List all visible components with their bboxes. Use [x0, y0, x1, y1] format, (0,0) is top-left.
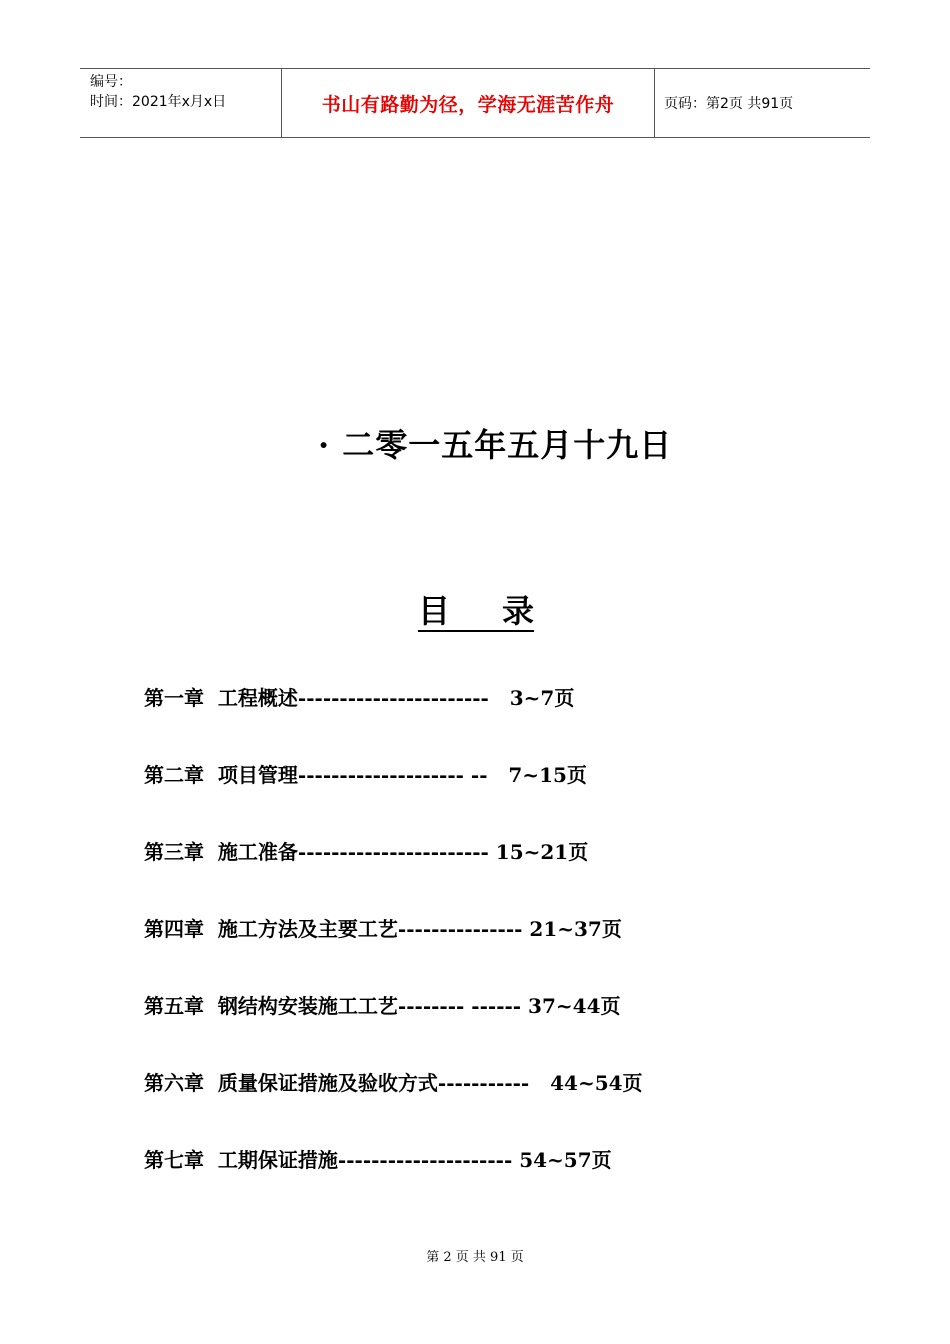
toc-item-chapter-2[interactable]: 第二章 项目管理-------------------- -- 7~15页 — [144, 763, 587, 787]
toc-item-chapter-3[interactable]: 第三章 施工准备----------------------- 15~21页 — [144, 840, 589, 864]
header-motto-cell — [281, 69, 655, 137]
document-date: · 二零一五年五月十九日 — [318, 426, 673, 464]
header-page-cell — [654, 69, 870, 137]
document-number-label: 编号： — [90, 74, 132, 90]
toc-item-chapter-5[interactable]: 第五章 钢结构安装施工工艺-------- ------ 37~44页 — [144, 994, 621, 1018]
document-time-label: 时间：2021年x月x日 — [90, 94, 227, 110]
header-info-cell — [80, 69, 280, 137]
toc-item-chapter-6[interactable]: 第六章 质量保证措施及验收方式----------- 44~54页 — [144, 1071, 643, 1095]
toc-item-chapter-7[interactable]: 第七章 工期保证措施--------------------- 54~57页 — [144, 1148, 612, 1172]
toc-title-left: 目 — [418, 592, 451, 630]
toc-title-right: 录 — [501, 592, 534, 630]
page-header — [80, 68, 870, 138]
toc-item-chapter-4[interactable]: 第四章 施工方法及主要工艺--------------- 21~37页 — [144, 917, 622, 941]
header-motto: 书山有路勤为径，学海无涯苦作舟 — [321, 93, 615, 116]
toc-title — [418, 592, 534, 632]
header-page-code: 页码：第2页 共91页 — [664, 96, 794, 112]
page-footer: 第 2 页 共 91 页 — [426, 1250, 524, 1265]
toc-item-chapter-1[interactable]: 第一章 工程概述----------------------- 3~7页 — [144, 686, 575, 710]
